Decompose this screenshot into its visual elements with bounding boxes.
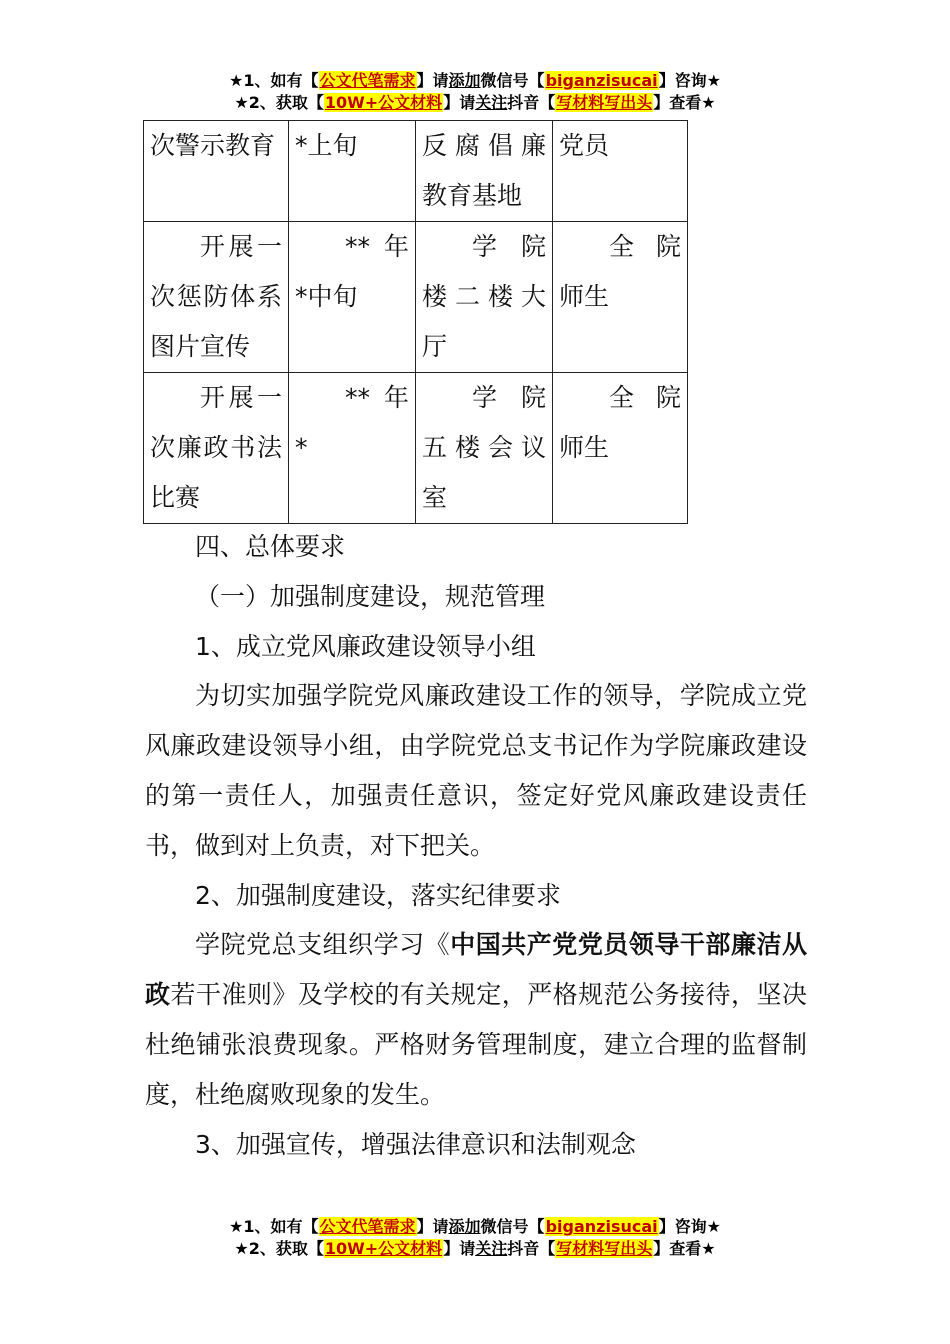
banner-underline: 添加 <box>448 1217 481 1236</box>
banner-text: 微信号【 <box>480 1217 545 1236</box>
header-banner <box>0 70 950 114</box>
banner-highlight: 10W+公文材料 <box>324 1239 443 1258</box>
banner-highlight: 写材料写出头 <box>556 1239 653 1258</box>
table-cell: 学院五楼会议室 <box>416 373 553 524</box>
banner-highlight: biganzisucai <box>545 1217 658 1236</box>
sub-heading: （一）加强制度建设，规范管理 <box>195 581 546 611</box>
banner-line-2 <box>0 92 950 114</box>
banner-text: 】请 <box>416 71 449 90</box>
banner-text: ★2、获取【 <box>234 1239 324 1258</box>
banner-text: ★1、如有【 <box>229 1217 319 1236</box>
section-heading: 四、总体要求 <box>195 532 346 561</box>
document-body <box>145 522 807 1169</box>
banner-text: 】查看★ <box>653 93 716 112</box>
item-heading: 2、加强制度建设，落实纪律要求 <box>195 880 561 910</box>
banner-text: 】查看★ <box>653 1239 716 1258</box>
banner-line-2 <box>0 1238 950 1260</box>
table-cell: 次警示教育 <box>144 121 289 222</box>
table-cell: 反腐倡廉教育基地 <box>416 121 553 222</box>
table-cell: ** 年* <box>289 373 416 524</box>
paragraph-text: 学院党总支组织学习《 <box>195 930 451 960</box>
table-row <box>144 222 688 373</box>
banner-text: 】咨询★ <box>658 71 721 90</box>
item-heading: 1、成立党风廉政建设领导小组 <box>195 631 536 661</box>
banner-text: 】请 <box>443 1239 476 1258</box>
table-cell: 开展一次廉政书法比赛 <box>144 373 289 524</box>
table-cell: 党员 <box>553 121 688 222</box>
banner-underline: 关注 <box>475 1239 508 1258</box>
table-cell: 全院师生 <box>553 222 688 373</box>
table-row <box>144 373 688 524</box>
banner-highlight: 10W+公文材料 <box>324 93 443 112</box>
banner-line-1 <box>0 70 950 92</box>
banner-text: 抖音【 <box>507 93 556 112</box>
banner-text: ★2、获取【 <box>234 93 324 112</box>
paragraph-text: 若干准则》及学校的有关规定，严格规范公务接待，坚决杜绝铺张浪费现象。严格财务管理制度，建立合理的监督制度，杜绝腐败现象的发生。 <box>145 980 807 1109</box>
banner-underline: 添加 <box>448 71 481 90</box>
banner-text: 】咨询★ <box>658 1217 721 1236</box>
banner-highlight: 写材料写出头 <box>556 93 653 112</box>
banner-text: 】请 <box>416 1217 449 1236</box>
table-cell: *上旬 <box>289 121 416 222</box>
table-row <box>144 121 688 222</box>
banner-text: 微信号【 <box>480 71 545 90</box>
table-cell: 学院楼二楼大厅 <box>416 222 553 373</box>
table-cell: 开展一次惩防体系图片宣传 <box>144 222 289 373</box>
paragraph: 为切实加强学院党风廉政建设工作的领导，学院成立党风廉政建设领导小组，由学院党总支书记作为学院廉政建设的第一责任人，加强责任意识，签定好党风廉政建设责任书，做到对上负责，对下把关。 <box>145 681 807 860</box>
table-cell: ** 年*中旬 <box>289 222 416 373</box>
banner-highlight: 公文代笔需求 <box>319 1217 416 1236</box>
banner-text: ★1、如有【 <box>229 71 319 90</box>
paragraph-bold-text: 中国共产党党员领导干部廉洁从政 <box>145 930 807 1010</box>
paragraph <box>145 920 807 1119</box>
schedule-table <box>143 120 688 524</box>
footer-banner <box>0 1216 950 1260</box>
banner-highlight: 公文代笔需求 <box>319 71 416 90</box>
banner-line-1 <box>0 1216 950 1238</box>
banner-highlight: biganzisucai <box>545 71 658 90</box>
banner-text: 】请 <box>443 93 476 112</box>
table-cell: 全院师生 <box>553 373 688 524</box>
banner-underline: 关注 <box>475 93 508 112</box>
item-heading: 3、加强宣传，增强法律意识和法制观念 <box>195 1129 636 1159</box>
banner-text: 抖音【 <box>507 1239 556 1258</box>
